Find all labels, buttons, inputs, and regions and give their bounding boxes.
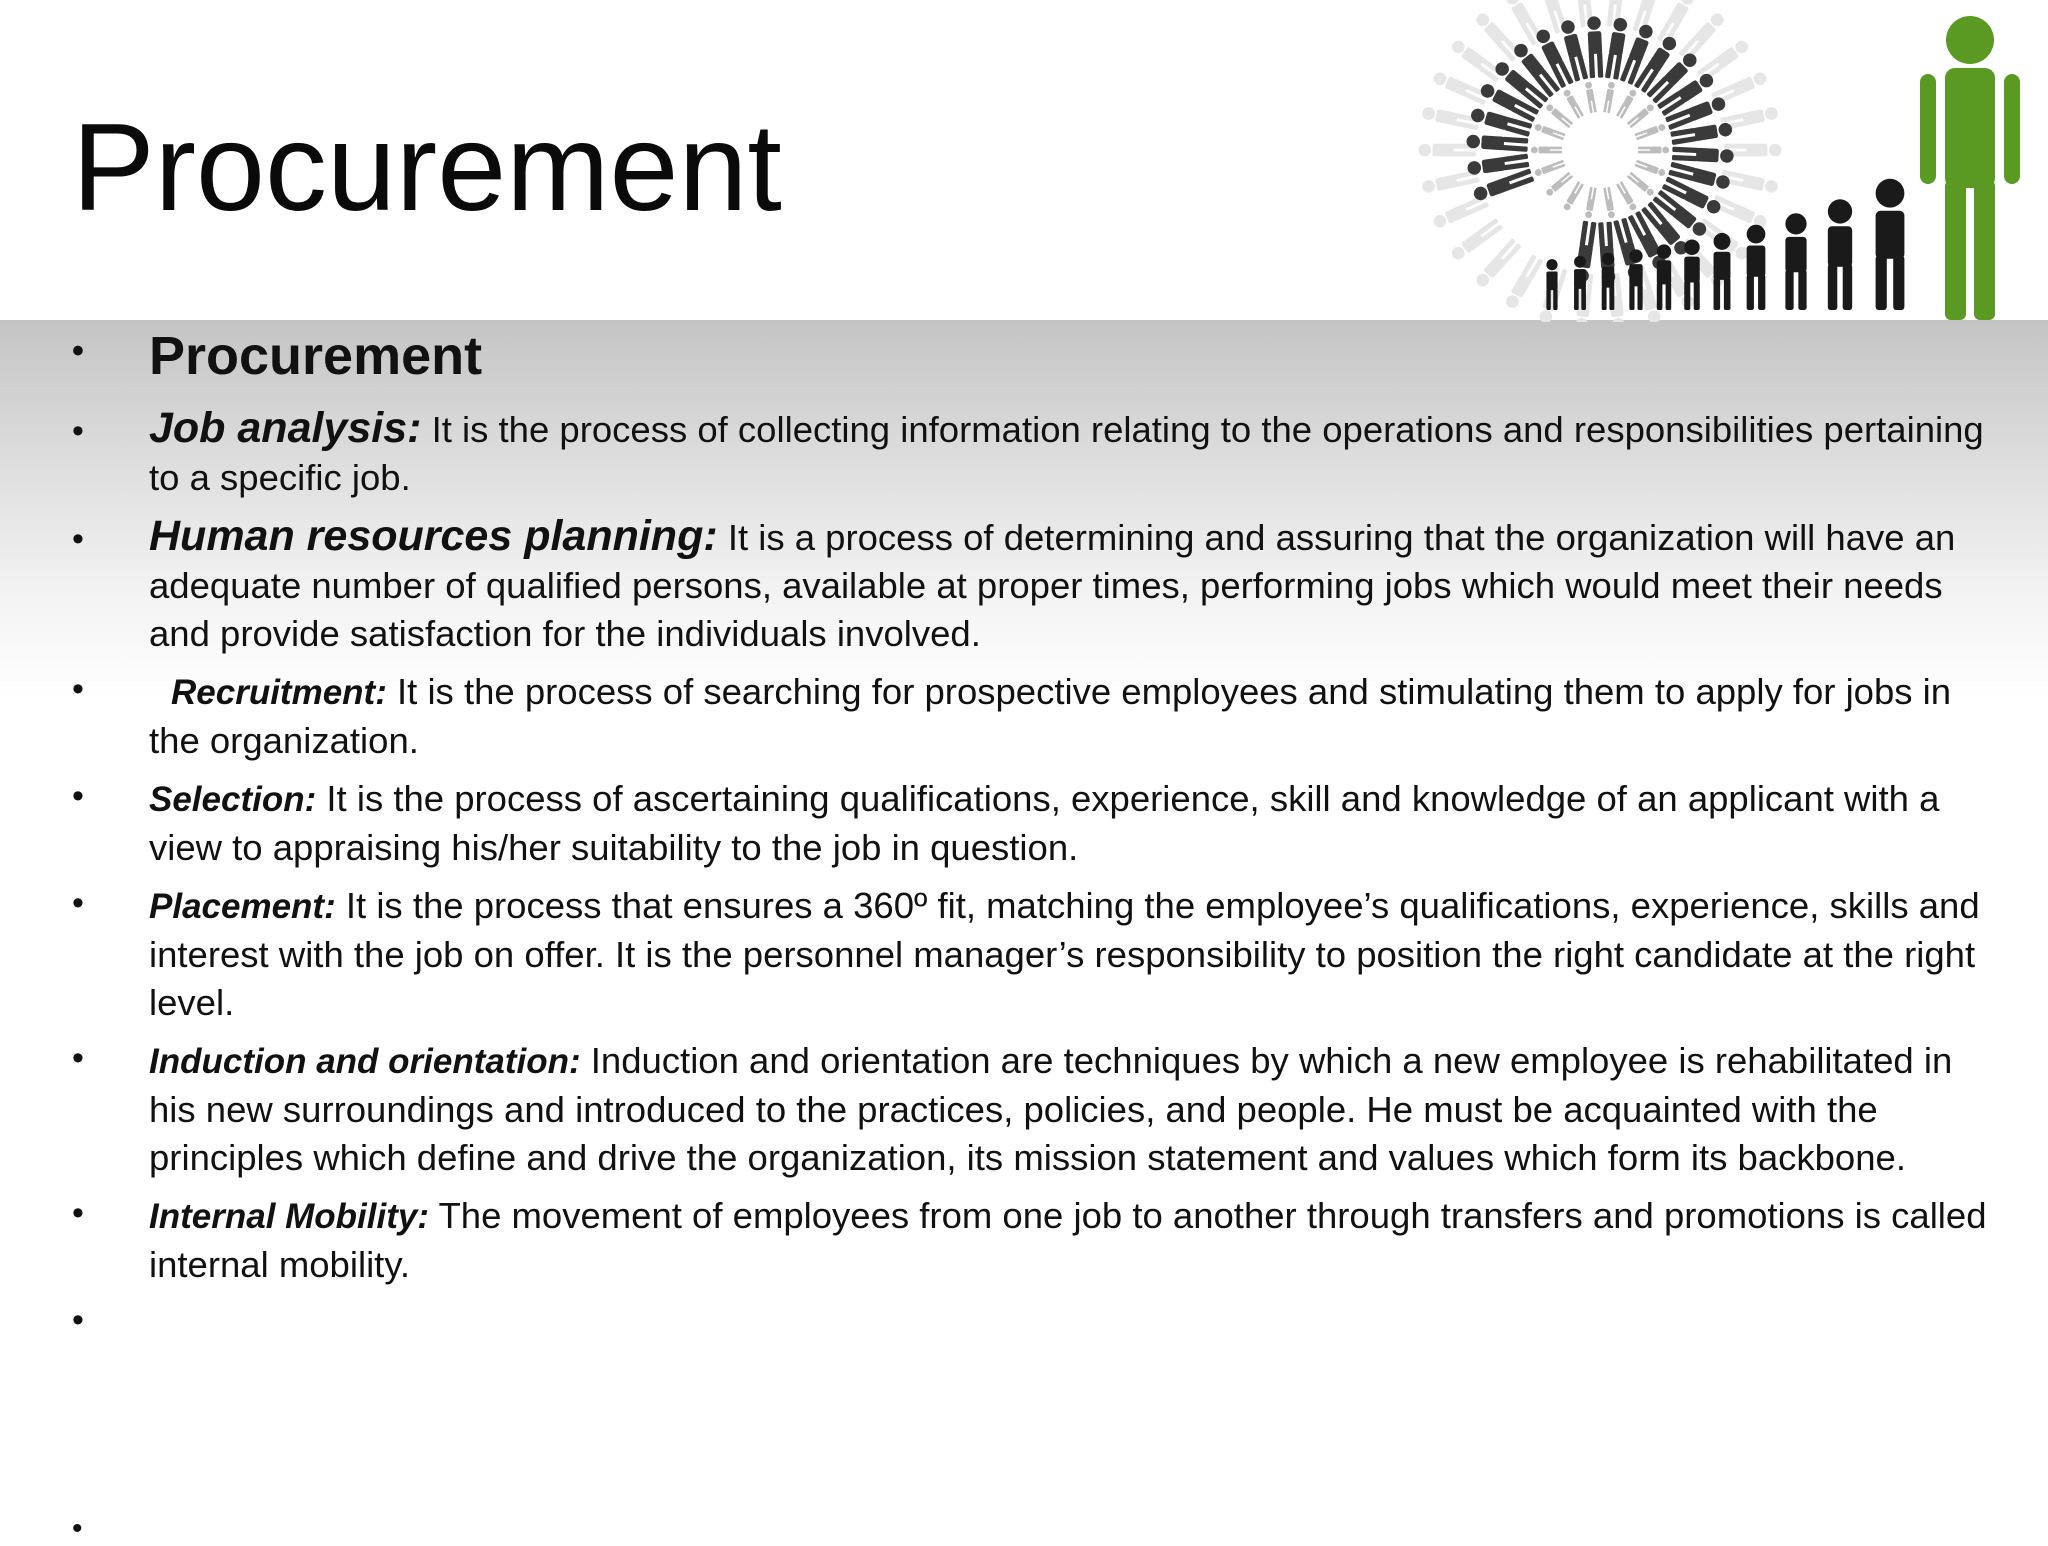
slide-title: Procurement bbox=[72, 99, 782, 237]
person-icon bbox=[1785, 213, 1806, 310]
person-icon bbox=[1545, 103, 1573, 128]
person-icon bbox=[1545, 172, 1573, 197]
people-spiral-icon bbox=[1300, 0, 2048, 322]
person-icon bbox=[1603, 187, 1615, 219]
person-icon bbox=[1629, 249, 1642, 310]
person-icon bbox=[1627, 103, 1655, 128]
bullet-dot: • bbox=[72, 1194, 84, 1232]
list-item bbox=[0, 512, 2048, 658]
bullet-text: It is the process of searching for prospective employees and stimulating them to apply for jobs in the organization. bbox=[149, 671, 1952, 761]
bullet-term: Induction and orientation: bbox=[149, 1042, 581, 1081]
person-icon bbox=[1602, 253, 1615, 310]
person-icon bbox=[1466, 134, 1528, 152]
person-icon bbox=[1620, 23, 1655, 85]
person-icon bbox=[1534, 123, 1566, 140]
person-icon bbox=[1419, 144, 1476, 157]
bullet-term: Placement: bbox=[149, 887, 336, 926]
person-icon bbox=[1449, 218, 1503, 262]
person-icon bbox=[1714, 233, 1731, 310]
person-icon bbox=[1474, 11, 1522, 62]
person-icon bbox=[1672, 147, 1734, 163]
bullet-dot: • bbox=[72, 1039, 84, 1077]
person-icon bbox=[1665, 95, 1727, 130]
bullet-dot: • bbox=[72, 412, 84, 450]
bullet-term: Recruitment: bbox=[171, 673, 387, 712]
person-icon bbox=[1876, 179, 1905, 310]
bullet-term: Internal Mobility: bbox=[149, 1197, 429, 1236]
bullet-term: Human resources planning: bbox=[149, 512, 718, 560]
bullet-heading: Procurement bbox=[149, 326, 483, 386]
bullet-dot: • bbox=[72, 670, 84, 708]
bullet-term: Selection: bbox=[149, 780, 317, 819]
person-icon bbox=[1562, 88, 1584, 118]
person-icon bbox=[1635, 160, 1667, 177]
person-icon bbox=[1638, 147, 1669, 154]
person-icon bbox=[1587, 16, 1603, 78]
list-item bbox=[0, 1037, 2048, 1182]
list-item bbox=[0, 775, 2048, 872]
person-icon bbox=[1449, 38, 1503, 82]
person-icon bbox=[1747, 225, 1766, 310]
bullet-text: It is the process that ensures a 360º fit, matching the employee’s qualifications, experience, skills and interest with the job on offer. It is the personnel manager’s responsibility to position the right candidate at the right level. bbox=[149, 885, 1980, 1023]
person-icon bbox=[1828, 199, 1852, 310]
bullet-text: It is the process of collecting information relating to the operations and responsibilities pertaining to a specific job. bbox=[149, 409, 1984, 498]
person-icon bbox=[1472, 168, 1534, 202]
bullet-dot: • bbox=[72, 332, 84, 370]
list-item bbox=[0, 668, 2048, 765]
person-icon bbox=[1678, 11, 1726, 62]
bullet-dot: • bbox=[72, 520, 84, 558]
person-icon bbox=[1657, 0, 1697, 46]
bullet-dot: • bbox=[72, 1301, 84, 1339]
person-icon bbox=[1534, 160, 1566, 177]
bullet-text: Induction and orientation are techniques by which a new employee is rehabilitated in his new surroundings and introduced to the practices, policies, and people. He must be acquainted with the principles which define and drive the organization, its mission statement and values which form its backbone. bbox=[149, 1040, 1953, 1178]
bullet-text: The movement of employees from one job to another through transfers and promotions is called internal mobility. bbox=[149, 1195, 1987, 1285]
person-icon bbox=[1562, 181, 1584, 211]
bullet-text: It is the process of ascertaining qualifications, experience, skill and knowledge of an applicant with a view to appraising his/her suitability to the job in question. bbox=[149, 778, 1940, 868]
person-icon bbox=[1474, 238, 1522, 289]
bullet-dot: • bbox=[72, 777, 84, 815]
list-item bbox=[0, 882, 2048, 1027]
bullet-term: Job analysis: bbox=[149, 404, 422, 452]
list-item-empty bbox=[0, 1299, 2048, 1347]
bullet-list bbox=[0, 320, 2048, 1357]
list-item bbox=[0, 1192, 2048, 1289]
person-icon bbox=[1711, 195, 1769, 230]
list-item bbox=[0, 320, 2048, 392]
bullet-dot: • bbox=[72, 1512, 83, 1545]
list-item bbox=[0, 404, 2048, 502]
person-icon bbox=[1531, 147, 1562, 154]
person-icon bbox=[1504, 254, 1544, 310]
bullet-dot: • bbox=[72, 884, 84, 922]
person-icon bbox=[1432, 70, 1490, 105]
person-icon bbox=[1635, 123, 1667, 140]
person-icon bbox=[1585, 81, 1597, 113]
person-icon bbox=[1627, 172, 1655, 197]
person-icon bbox=[1603, 81, 1615, 113]
person-icon bbox=[1616, 88, 1638, 118]
person-icon bbox=[1657, 244, 1671, 310]
person-icon bbox=[1421, 106, 1480, 130]
bullet-text: It is a process of determining and assuring that the organization will have an adequate number of qualified persons, available at proper times, performing jobs which would meet their needs and provide satisfaction for the individuals involved. bbox=[149, 517, 1956, 654]
person-icon bbox=[1585, 187, 1597, 219]
person-icon bbox=[1616, 181, 1638, 211]
